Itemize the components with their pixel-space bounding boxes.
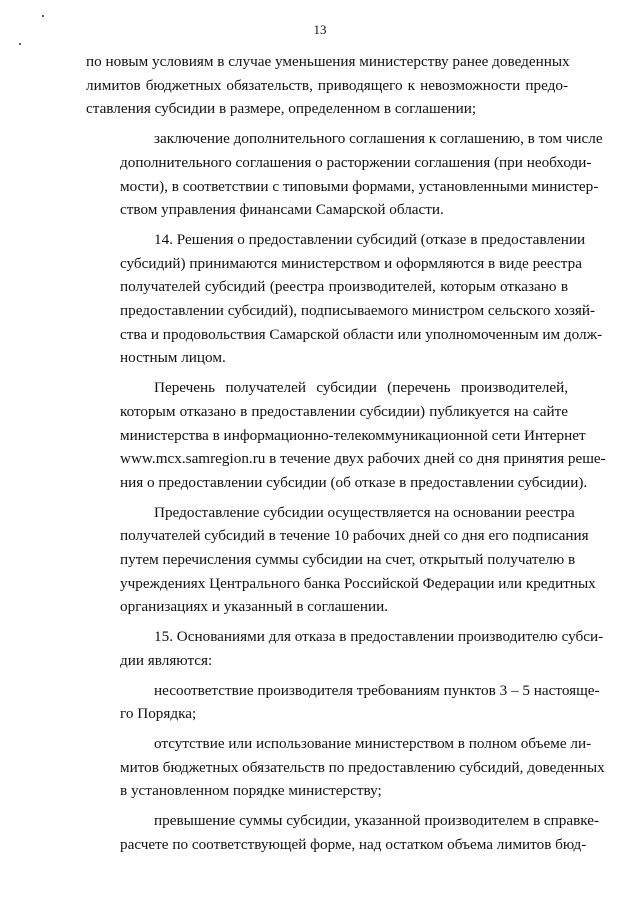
text-line: мости), в соответствии с типовыми формами, установленными министер-: [120, 177, 599, 195]
text-line: лимитов бюджетных обязательств, приводящего к невозможности предо-: [86, 76, 568, 94]
text-line: 14. Решения о предоставлении субсидий (отказе в предоставлении: [154, 230, 586, 248]
paragraph: [86, 127, 603, 222]
text-line: 15. Основаниями для отказа в предоставлении производителю субси-: [154, 628, 604, 646]
text-line: организациях и указанный в соглашении.: [120, 598, 389, 616]
paragraph: [86, 679, 600, 726]
paragraph: [86, 625, 604, 672]
text-line: www.mcx.samregion.ru в течение двух рабочих дней со дня принятия реше-: [120, 450, 606, 468]
text-line: получателей субсидий в течение 10 рабочих дней со дня его подписания: [120, 527, 589, 545]
text-line: го Порядка;: [120, 705, 197, 723]
paragraph: [86, 376, 606, 495]
text-line: предоставлении субсидий), подписываемого министром сельского хозяй-: [120, 302, 596, 320]
paragraph: [86, 228, 603, 370]
paragraph: [86, 732, 605, 803]
text-line: митов бюджетных обязательств по предоставлению субсидий, доведенных: [120, 758, 605, 776]
text-line: ством управления финансами Самарской области.: [120, 201, 444, 219]
text-line: дии являются:: [120, 651, 213, 669]
text-line: учреждениях Центрального банка Российской Федерации или кредитных: [120, 574, 596, 592]
text-line: заключение дополнительного соглашения к соглашению, в том числе: [154, 130, 603, 148]
text-line: ставления субсидии в размере, определенном в соглашении;: [86, 100, 477, 118]
text-line: ностным лицом.: [120, 349, 226, 367]
paragraph: [86, 50, 568, 121]
text-line: Предоставление субсидии осуществляется на основании реестра: [154, 503, 575, 521]
scan-speck: [42, 15, 44, 17]
document-body: [86, 50, 606, 863]
text-line: превышение суммы субсидии, указанной производителем в справке-: [154, 812, 600, 830]
page-number: 13: [313, 22, 327, 37]
text-line: по новым условиям в случае уменьшения министерству ранее доведенных: [86, 53, 570, 70]
text-line: получателей субсидий (реестра производителей, которым отказано в: [120, 278, 568, 296]
text-line: отсутствие или использование министерством в полном объеме ли-: [154, 734, 592, 752]
text-line: расчете по соответствующей форме, над остатком объема лимитов бюд-: [120, 835, 587, 853]
scan-speck: [19, 43, 21, 45]
text-line: министерства в информационно-телекоммуникационной сети Интернет: [120, 426, 586, 444]
text-line: ства и продовольствия Самарской области или уполномоченным им долж-: [120, 325, 603, 343]
text-line: в установленном порядке министерству;: [120, 782, 382, 800]
paragraph: [86, 501, 596, 620]
text-line: Перечень получателей субсидии (перечень производителей,: [154, 379, 568, 397]
text-line: ния о предоставлении субсидии (об отказе в предоставлении субсидии).: [120, 473, 588, 491]
text-line: субсидий) принимаются министерством и оформляются в виде реестра: [120, 254, 582, 272]
paragraph: [86, 809, 600, 856]
text-line: дополнительного соглашения о расторжении соглашения (при необходи-: [120, 153, 592, 171]
text-line: которым отказано в предоставлении субсидии) публикуется на сайте: [120, 402, 568, 420]
text-line: путем перечисления суммы субсидии на счет, открытый получателю в: [120, 551, 576, 569]
text-line: несоответствие производителя требованиям пунктов 3 – 5 настояще-: [154, 681, 600, 699]
